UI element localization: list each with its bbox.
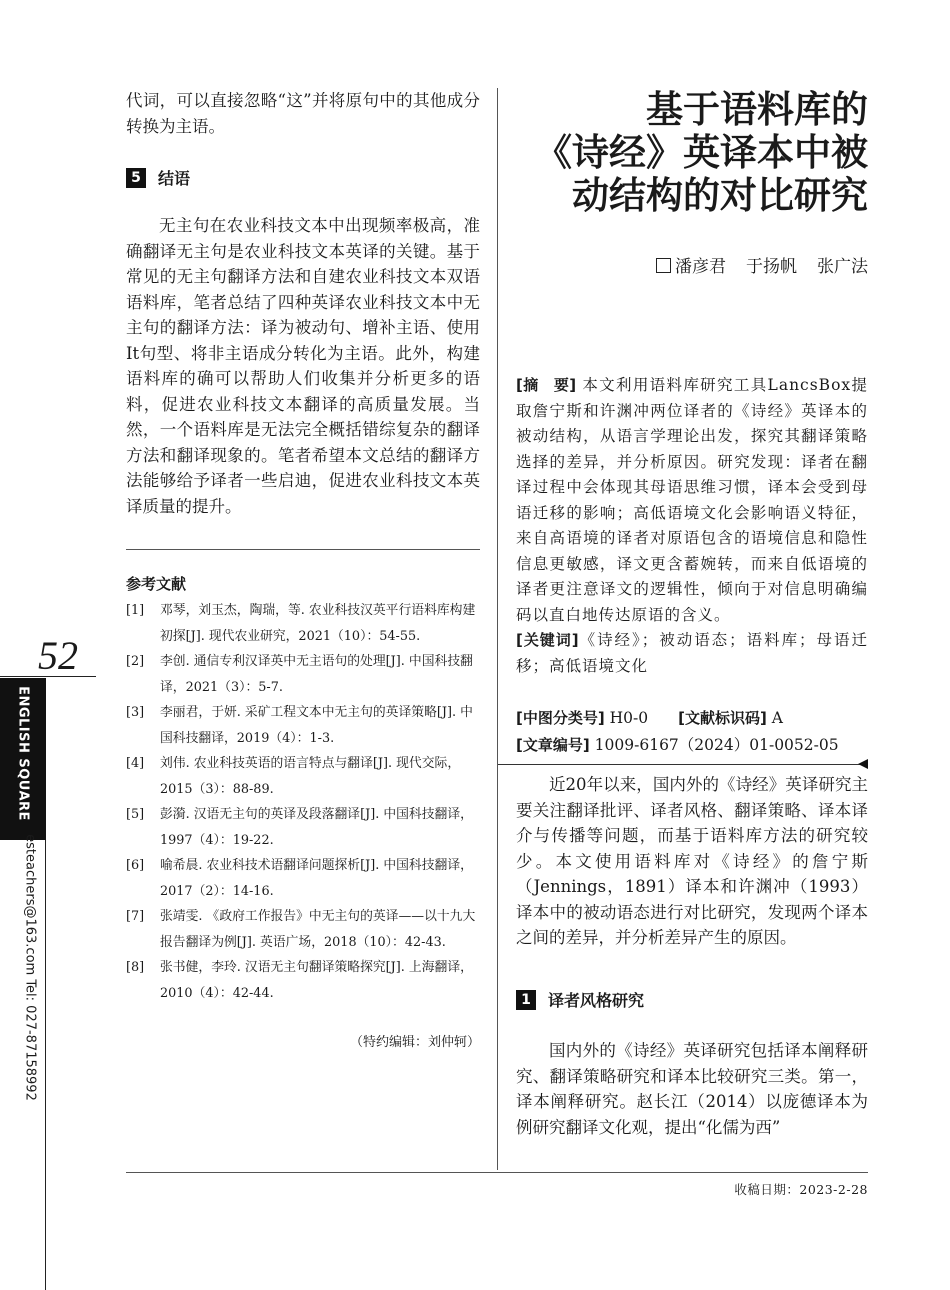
received-date: 收稿日期：2023-2-28 <box>734 1182 868 1197</box>
journal-name: ENGLISH SQUARE <box>15 686 31 821</box>
section-heading-translator-style <box>516 988 868 1011</box>
section-number: 1 <box>516 990 536 1010</box>
article-number-value: 1009-6167（2024）01-0052-05 <box>594 736 839 754</box>
reference-item <box>126 649 480 700</box>
reference-item <box>126 904 480 955</box>
reference-item <box>126 751 480 802</box>
reference-item <box>126 700 480 751</box>
previous-paragraph-tail: 代词，可以直接忽略“这”并将原句中的其他成分转换为主语。 <box>126 91 480 136</box>
reference-text: 张靖雯. 《政府工作报告》中无主句的英译——以十九大报告翻译为例[J]. 英语广场，2018（10）：42-43. <box>160 909 476 950</box>
references-list <box>126 598 480 1006</box>
special-editor: （特约编辑：刘仲轲） <box>349 1035 480 1050</box>
section-title: 结语 <box>158 169 191 188</box>
reference-text: 刘伟. 农业科技英语的语言特点与翻译[J]. 现代交际，2015（3）：88-89. <box>160 756 461 797</box>
page-number-rule <box>0 676 96 677</box>
reference-number: [7] <box>126 909 145 924</box>
reference-number: [6] <box>126 858 145 873</box>
author-name: 潘彦君 <box>675 257 726 277</box>
title-line: 《诗经》英译本中被 <box>535 130 868 174</box>
title-line: 基于语料库的 <box>646 87 868 131</box>
article-title <box>516 88 868 217</box>
page-number: 52 <box>38 633 78 678</box>
author-box-icon <box>656 258 671 273</box>
clc-value: H0-0 <box>609 709 649 727</box>
reference-item <box>126 853 480 904</box>
section-number: 5 <box>126 168 146 188</box>
doc-code-label: [文献标识码] <box>678 709 767 727</box>
reference-text: 邓琴，刘玉杰，陶瑞，等. 农业科技汉英平行语料库构建初探[J]. 现代农业研究，2021（10）：54-55. <box>160 603 476 644</box>
bottom-rule <box>126 1172 868 1173</box>
reference-item <box>126 802 480 853</box>
abstract-label: [摘 要] <box>516 376 577 394</box>
literature-paragraph: 国内外的《诗经》英译研究包括译本阐释研究、翻译策略研究和译本比较研究三类。第一，译本阐释研究。赵长江（2014）以庞德译本为例研究翻译文化观，提出“化儒为西” <box>516 1041 868 1137</box>
section-title: 译者风格研究 <box>548 991 645 1010</box>
clc-label: [中图分类号] <box>516 709 605 727</box>
reference-item <box>126 955 480 1006</box>
keywords-text: 《诗经》；被动语态；语料库；母语迁移；高低语境文化 <box>516 631 868 675</box>
title-line: 动结构的对比研究 <box>572 173 868 217</box>
conclusion-paragraph: 无主句在农业科技文本中出现频率极高，准确翻译无主句是农业科技文本英译的关键。基于常见的无主句翻译方法和自建农业科技文本双语语料库，笔者总结了四种英译农业科技文本中无主句的翻译方法：译为被动句、增补主语、使用It句型、将非主语成分转化为主语。此外，构建语料库的确可以帮助人们收集并分析更多的语料，促进农业科技文本翻译的高质量发展。当然，一个语料库是无法完全概括错综复杂的翻译方法和翻译现象的。笔者希望本文总结的翻译方法能够给予译者一些启迪，促进农业科技文本英译质量的提升。 <box>126 216 480 516</box>
introduction-paragraph: 近20年以来，国内外的《诗经》英译研究主要关注翻译批评、译者风格、翻译策略、译本译介与传播等问题，而基于语料库方法的研究较少。本文使用语料库对《诗经》的詹宁斯（Jennings，1891）译本和许渊冲（1993）译本中的被动语态进行对比研究，发现两个译本之间的差异，并分析差异产生的原因。 <box>516 775 868 947</box>
reference-text: 喻希晨. 农业科技术语翻译问题探析[J]. 中国科技翻译，2017（2）：14-16. <box>160 858 473 899</box>
reference-text: 张书健，李玲. 汉语无主句翻译策略探究[J]. 上海翻译，2010（4）：42-44. <box>160 960 473 1001</box>
reference-text: 李丽君，于妍. 采矿工程文本中无主句的英译策略[J]. 中国科技翻译，2019（4）：1-3. <box>160 705 473 746</box>
reference-number: [1] <box>126 603 145 618</box>
intro-rule <box>498 764 868 765</box>
reference-number: [5] <box>126 807 145 822</box>
references-rule <box>126 549 480 550</box>
author-name: 于扬帆 <box>746 257 797 277</box>
article-number-label: [文章编号] <box>516 736 590 754</box>
doc-code-value: A <box>771 709 783 727</box>
reference-item <box>126 598 480 649</box>
author-line <box>516 252 868 277</box>
abstract-text: 本文利用语料库研究工具LancsBox提取詹宁斯和许渊冲两位译者的《诗经》英译本的被动结构，从语言学理论出发，探究其翻译策略选择的差异，并分析原因。研究发现：译者在翻译过程中会体现其母语思维习惯，译本会受到母语迁移的影响；高低语境文化会影响语义特征，来自高语境的译者对原语包含的语境信息和隐性信息更敏感，译文更含蓄婉转，而来自低语境的译者更注意译文的逻辑性，倾向于对信息明确编码以直白地传达原语的含义。 <box>516 376 868 624</box>
reference-number: [4] <box>126 756 145 771</box>
reference-text: 李创. 通信专利汉译英中无主语句的处理[J]. 中国科技翻译，2021（3）：5-7. <box>160 654 473 695</box>
references-heading: 参考文献 <box>126 575 187 593</box>
reference-text: 彭漪. 汉语无主句的英译及段落翻译[J]. 中国科技翻译，1997（4）：19-22. <box>160 807 473 848</box>
reference-number: [8] <box>126 960 145 975</box>
author-name: 张广法 <box>817 257 868 277</box>
reference-number: [2] <box>126 654 145 669</box>
section-heading-conclusion <box>126 166 480 189</box>
article-meta <box>516 705 868 759</box>
journal-contact: esteachers@163.com Tel: 027-87158992 <box>22 834 38 1101</box>
abstract <box>516 373 868 679</box>
triangle-marker-icon <box>858 759 868 769</box>
keywords-label: [关键词] <box>516 631 579 649</box>
column-divider <box>497 88 498 1170</box>
reference-number: [3] <box>126 705 145 720</box>
side-rule <box>45 840 46 1290</box>
